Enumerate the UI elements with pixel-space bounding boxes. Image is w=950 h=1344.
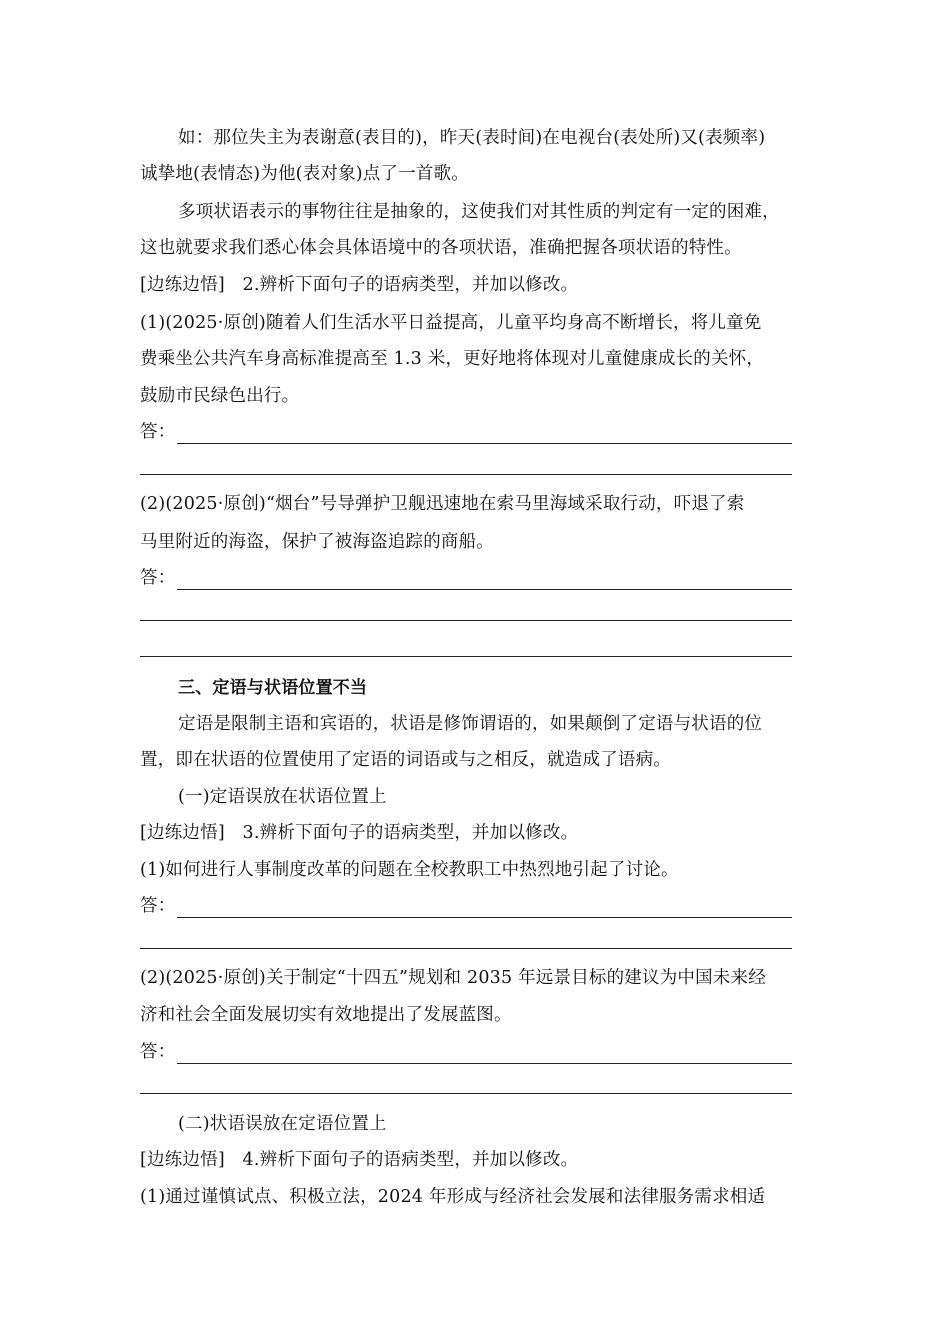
answer-blank-line[interactable] <box>140 656 792 657</box>
exercise-title: [边练边悟] 3.辨析下面句子的语病类型，并加以修改。 <box>140 823 579 843</box>
paragraph-line: 多项状语表示的事物往往是抽象的，这使我们对其性质的判定有一定的困难， <box>178 202 780 222</box>
answer-label: 答： <box>140 896 176 916</box>
exercise-title: [边练边悟] 4.辨析下面句子的语病类型，并加以修改。 <box>140 1150 579 1170</box>
answer-rule <box>177 899 792 918</box>
answer-rule <box>177 571 792 590</box>
paragraph-line: 诚挚地(表情态)为他(表对象)点了一首歌。 <box>140 164 470 184</box>
paragraph-line: 定语是限制主语和宾语的，状语是修饰谓语的，如果颠倒了定语与状语的位 <box>178 714 763 734</box>
section-heading: 三、定语与状语位置不当 <box>178 678 368 698</box>
answer-rule <box>177 1045 792 1064</box>
answer-field[interactable] <box>140 894 792 918</box>
answer-field[interactable] <box>140 1040 792 1064</box>
question-line: (2)(2025·原创)关于制定“十四五”规划和 2035 年远景目标的建议为中国未来经 <box>140 968 766 988</box>
question-line: (2)(2025·原创)“烟台”号导弹护卫舰迅速地在索马里海域采取行动，吓退了索 <box>140 494 745 514</box>
question-line: 马里附近的海盗，保护了被海盗追踪的商船。 <box>140 532 494 552</box>
exercise-title: [边练边悟] 2.辨析下面句子的语病类型，并加以修改。 <box>140 275 579 295</box>
answer-blank-line[interactable] <box>140 948 792 949</box>
question-line: (1)如何进行人事制度改革的问题在全校教职工中热烈地引起了讨论。 <box>140 860 679 880</box>
answer-blank-line[interactable] <box>140 1093 792 1094</box>
question-line: 济和社会全面发展切实有效地提出了发展蓝图。 <box>140 1005 512 1025</box>
question-line: 费乘坐公共汽车身高标准提高至 1.3 米，更好地将体现对儿童健康成长的关怀， <box>140 349 765 369</box>
answer-label: 答： <box>140 1042 176 1062</box>
paragraph-line: 置，即在状语的位置使用了定语的词语或与之相反，就造成了语病。 <box>140 750 671 770</box>
answer-blank-line[interactable] <box>140 474 792 475</box>
subsection-heading: (一)定语误放在状语位置上 <box>178 787 387 807</box>
answer-label: 答： <box>140 422 176 442</box>
question-line: (1)(2025·原创)随着人们生活水平日益提高，儿童平均身高不断增长，将儿童免 <box>140 313 762 333</box>
answer-field[interactable] <box>140 420 792 444</box>
paragraph-line: 如：那位失主为表谢意(表目的)，昨天(表时间)在电视台(表处所)又(表频率) <box>178 128 766 148</box>
answer-blank-line[interactable] <box>140 620 792 621</box>
question-line: 鼓励市民绿色出行。 <box>140 386 300 406</box>
question-line: (1)通过谨慎试点、积极立法，2024 年形成与经济社会发展和法律服务需求相适 <box>140 1187 766 1207</box>
paragraph-line: 这也就要求我们悉心体会具体语境中的各项状语，准确把握各项状语的特性。 <box>140 238 742 258</box>
answer-field[interactable] <box>140 566 792 590</box>
subsection-heading: (二)状语误放在定语位置上 <box>178 1114 387 1134</box>
answer-rule <box>177 425 792 444</box>
answer-label: 答： <box>140 568 176 588</box>
